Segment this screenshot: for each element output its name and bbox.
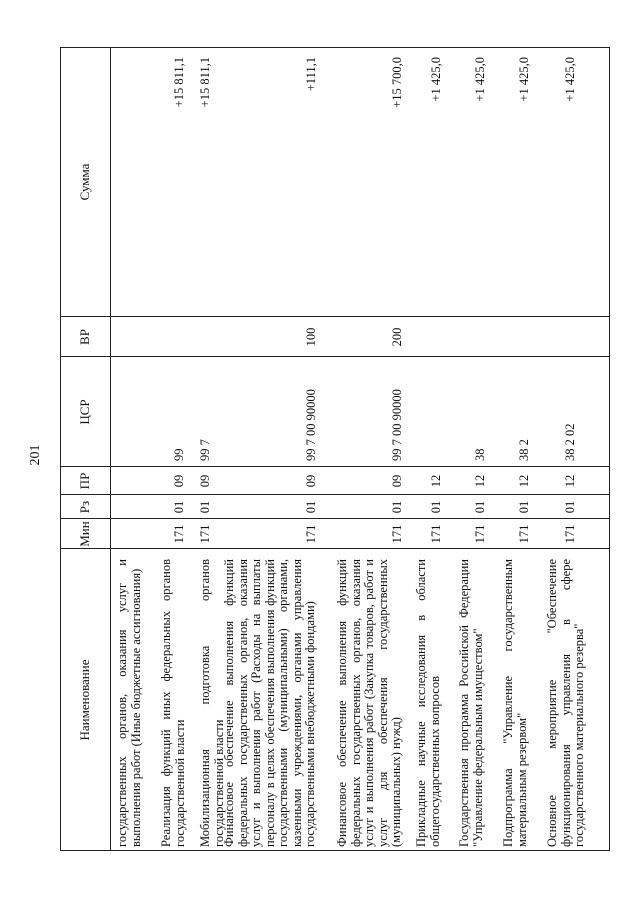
budget-table bbox=[60, 47, 610, 851]
row-8-rz: 01 bbox=[563, 500, 577, 514]
row-2-pr: 09 bbox=[198, 474, 212, 488]
col-header-csr: ЦСР bbox=[77, 399, 92, 425]
row-4-pr: 09 bbox=[390, 474, 404, 488]
row-7-name: Подпрограмма "Управление государственным материальным резервом" bbox=[501, 559, 529, 847]
row-7-rz: 01 bbox=[517, 500, 531, 514]
row-4-min: 171 bbox=[390, 524, 404, 544]
row-2-name: Мобилизационная подготовка органов государственной власти bbox=[198, 559, 226, 847]
row-6-csr: 38 bbox=[473, 448, 487, 461]
row-5-min: 171 bbox=[429, 524, 443, 544]
row-5-sum: +1 425,0 bbox=[429, 57, 443, 102]
row-5-rz: 01 bbox=[429, 500, 443, 514]
row-6-min: 171 bbox=[473, 524, 487, 544]
row-3-sum: +111,1 bbox=[304, 57, 318, 92]
row-3-min: 171 bbox=[304, 524, 318, 544]
row-2-rz: 01 bbox=[198, 500, 212, 514]
row-4-sum: +15 700,0 bbox=[390, 57, 404, 108]
col-header-vr: ВР bbox=[77, 329, 92, 345]
row-4-rz: 01 bbox=[390, 500, 404, 514]
row-3-pr: 09 bbox=[304, 474, 318, 488]
row-3-csr: 99 7 00 90000 bbox=[304, 389, 318, 461]
row-3-name: Финансовое обеспечение выполнения функций федеральных государственных органов, оказания услуг и выполнения работ (Расходы на выплаты персоналу в целях обеспечения выполнения функций государственными (муниципальными) органами, казенными учреждениями, органами управления государственными внебюджетными фондами) bbox=[222, 559, 317, 847]
row-6-name: Государственная программа Российской Федерации "Управление федеральным имуществом" bbox=[457, 559, 485, 847]
row-1-name: Реализация функций иных федеральных органов государственной власти bbox=[159, 559, 187, 847]
row-0-name: государственных органов, оказания услуг и выполнения работ (Иные бюджетные ассигнования) bbox=[115, 559, 143, 847]
col-header-rz: Рз bbox=[77, 500, 92, 514]
row-3-rz: 01 bbox=[304, 500, 318, 514]
row-4-csr: 99 7 00 90000 bbox=[390, 389, 404, 461]
row-3-vr: 100 bbox=[304, 327, 318, 347]
row-6-rz: 01 bbox=[473, 500, 487, 514]
row-4-vr: 200 bbox=[390, 327, 404, 347]
row-1-sum: +15 811,1 bbox=[172, 57, 186, 108]
row-7-pr: 12 bbox=[517, 474, 531, 488]
row-8-csr: 38 2 02 bbox=[563, 423, 577, 461]
row-8-min: 171 bbox=[563, 524, 577, 544]
col-header-sum: Сумма bbox=[77, 163, 92, 201]
row-1-csr: 99 bbox=[172, 448, 186, 461]
row-4-name: Финансовое обеспечение выполнения функций федеральных государственных органов, оказания услуг и выполнения работ (Закупка товаров, работ и услуг для обеспечения государственных (муниципальных) нужд) bbox=[335, 559, 403, 847]
col-header-name: Наименование bbox=[77, 659, 92, 741]
row-5-pr: 12 bbox=[429, 474, 443, 488]
col-header-pr: ПР bbox=[77, 472, 92, 490]
row-2-csr: 99 7 bbox=[198, 439, 212, 461]
col-header-min: Мин bbox=[77, 521, 92, 547]
page-number: 201 bbox=[28, 444, 43, 466]
row-2-min: 171 bbox=[198, 524, 212, 544]
row-1-pr: 09 bbox=[172, 474, 186, 488]
row-8-sum: +1 425,0 bbox=[563, 57, 577, 102]
row-5-name: Прикладные научные исследования в области общегосударственных вопросов bbox=[414, 559, 442, 847]
row-7-csr: 38 2 bbox=[517, 439, 531, 461]
row-2-sum: +15 811,1 bbox=[198, 57, 212, 108]
row-7-sum: +1 425,0 bbox=[517, 57, 531, 102]
row-7-min: 171 bbox=[517, 524, 531, 544]
row-6-sum: +1 425,0 bbox=[473, 57, 487, 102]
row-1-rz: 01 bbox=[172, 500, 186, 514]
budget-table-sheet bbox=[60, 47, 610, 851]
row-8-pr: 12 bbox=[563, 474, 577, 488]
row-6-pr: 12 bbox=[473, 474, 487, 488]
row-1-min: 171 bbox=[172, 524, 186, 544]
row-8-name: Основное мероприятие "Обеспечение функционирования управления в сфере государственного материального резерва" bbox=[545, 559, 586, 847]
